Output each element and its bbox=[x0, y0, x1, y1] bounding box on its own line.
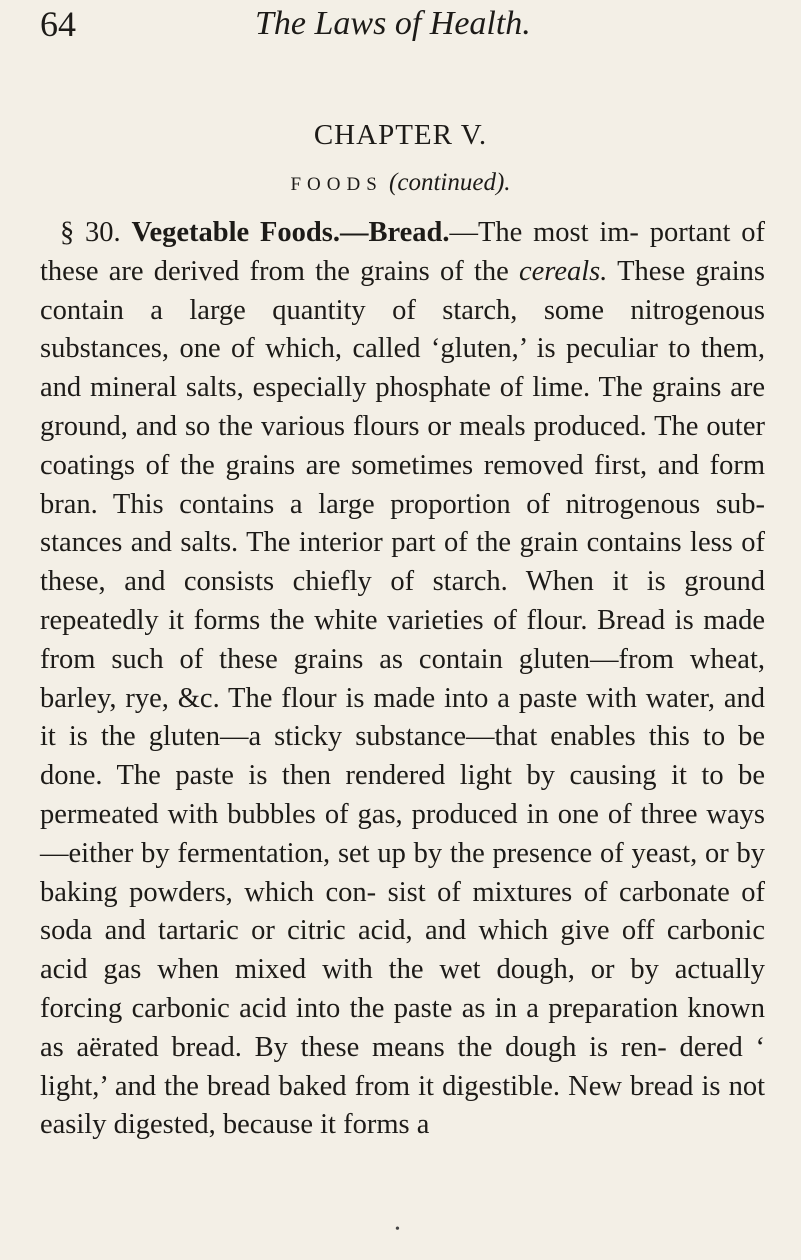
italic-term: cereals. bbox=[519, 255, 608, 287]
paragraph-text-1: —The most im- portant of these are derived from the grains of the bbox=[40, 217, 766, 287]
running-title: The Laws of Health. bbox=[255, 5, 531, 42]
section-heading-caps: FOODS bbox=[290, 174, 383, 195]
paragraph-text-2: These grains contain a large quantity of starch, some nitrogenous substances, one of which, called ‘gluten,’ is peculiar to them, and mineral salts, especially phosphate of lime. The grains are ground, and so the various flours or meals produced. The outer coatings of the grains are sometimes removed first, and form bran. This contains a large proportion of nitrogenous sub- stances and salts. The interior part of the grain contains less of these, and consists chiefly of starch. When it is ground repeatedly it forms the white varieties of flour. Bread is made from such of these grains as contain gluten—from wheat, barley, rye, &c. The flour is made into a paste with water, and it is the gluten—a sticky substance—that enables this to be done. The paste is then rendered light by causing it to be permeated with bubbles of gas, produced in one of three ways—either by fermentation, set up by the presence of yeast, or by baking powders, which con- sist of mixtures of carbonate of soda and tartaric or citric acid, and which give off carbonic acid gas when mixed with the wet dough, or by actually forcing carbonic acid into the paste as in a preparation known as aërated bread. By these means the dough is ren- dered ‘ light,’ and the bread baked from it digestible. New bread is not easily digested, because it forms a bbox=[40, 255, 765, 1141]
paragraph bbox=[40, 214, 765, 1145]
section-heading bbox=[0, 166, 801, 202]
page-number: 64 bbox=[40, 4, 76, 44]
section-number: § 30. bbox=[60, 217, 121, 248]
body-text bbox=[40, 214, 765, 1145]
topic-heading: Vegetable Foods.—Bread. bbox=[131, 217, 450, 248]
footer-mark: • bbox=[395, 1222, 400, 1237]
page-header bbox=[40, 2, 760, 52]
section-heading-suffix: (continued). bbox=[389, 169, 511, 196]
chapter-title: CHAPTER V. bbox=[313, 119, 488, 151]
